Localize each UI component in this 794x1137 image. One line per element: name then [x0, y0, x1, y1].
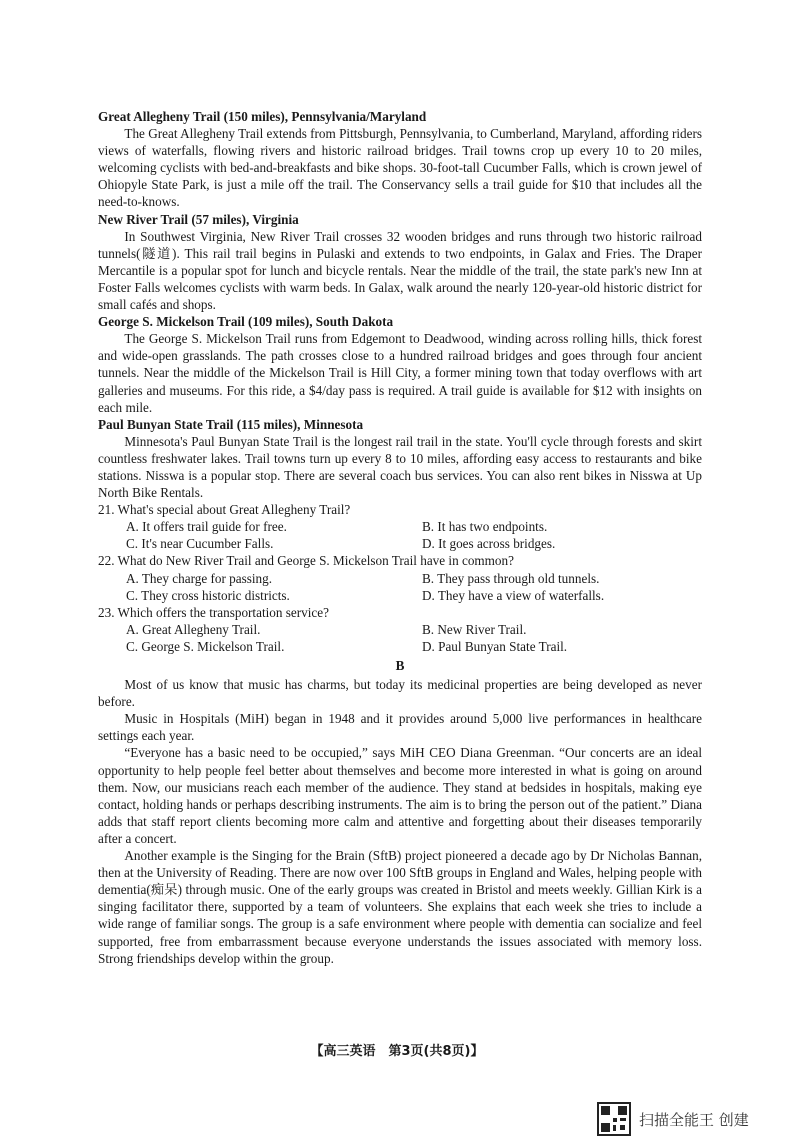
option-c: C. They cross historic districts. [126, 587, 290, 603]
passage-paragraph: Music in Hospitals (MiH) began in 1948 and it provides around 5,000 live performances in healthcare settings each year. [98, 711, 702, 744]
section-title: B [395, 658, 405, 673]
option-a: A. It offers trail guide for free. [126, 519, 287, 535]
qr-code-icon [597, 1102, 631, 1136]
trail-paul-bunyan [98, 416, 702, 501]
option-d: D. Paul Bunyan State Trail. [422, 638, 568, 654]
trail-heading: Great Allegheny Trail (150 miles), Pennsylvania/Maryland [98, 109, 427, 124]
exam-page [98, 108, 702, 967]
question-options [98, 570, 702, 604]
option-d: D. They have a view of waterfalls. [422, 587, 605, 603]
trail-great-allegheny [98, 108, 702, 211]
page-footer: 【高三英语 第3页(共8页)】 [310, 1044, 484, 1059]
passage-paragraph: Another example is the Singing for the Brain (SftB) project pioneered a decade ago by Dr Nicholas Bannan, then at the University of Reading. There are now over 100 SftB groups in England and Wales, helping people with dementia(痴呆) through music. One of the early groups was created in Bristol and meets weekly. Gillian Kirk is a singing facilitator there, supported by a team of volunteers. She explains that each week she tries to include a wide range of familiar songs. The group is a safe environment where people with dementia can socialize and feel supported, free from embarrassment because everyone understands the issues associated with memory loss. Strong friendships develop within the group. [98, 848, 702, 966]
option-c: C. George S. Mickelson Trail. [126, 638, 285, 654]
option-d: D. It goes across bridges. [422, 536, 556, 552]
question-21 [98, 501, 702, 552]
question-options [98, 621, 702, 655]
passage-paragraph: “Everyone has a basic need to be occupied,” says MiH CEO Diana Greenman. “Our concerts are an ideal opportunity to help people feel better about themselves and become more interested in what is going on around them. Now, our musicians reach each member of the audience. They stand at bedsides in hospitals, making eye contact, holding hands or perhaps describing instruments. The aim is to bring the person out of the patient.” Diana adds that staff report clients becoming more calm and attentive and forgetting about their diseases temporarily after a concert. [98, 745, 702, 846]
option-a: A. They charge for passing. [126, 570, 273, 586]
trail-mickelson [98, 313, 702, 416]
passage-paragraph: Most of us know that music has charms, but today its medicinal properties are being developed as never before. [98, 677, 702, 710]
question-23 [98, 604, 702, 655]
option-c: C. It's near Cucumber Falls. [126, 536, 274, 552]
trail-body: Minnesota's Paul Bunyan State Trail is the longest rail trail in the state. You'll cycle through forests and skirt countless freshwater lakes. Trail towns turn up every 8 to 10 miles, affording easy access to restaurants and bike stations. Nisswa is a popular stop. There are several coach bus services. You can also rent bikes in Nisswa at Up North Bike Rentals. [98, 433, 702, 501]
question-stem: 23. Which offers the transportation service? [98, 604, 329, 620]
trail-body: The Great Allegheny Trail extends from Pittsburgh, Pennsylvania, to Cumberland, Maryland, affording riders views of waterfalls, flowing rivers and historic railroad bridges. Trail towns crop up every 10 to 20 miles, welcoming cyclists with bed-and-breakfasts and bike shops. 30-foot-tall Cucumber Falls, which is crown jewel of Ohiopyle State Park, is just a mile off the trail. The Conservancy sells a trail guide for $10 that includes all the need-to-knows. [98, 126, 702, 210]
question-options [98, 518, 702, 552]
trail-heading: George S. Mickelson Trail (109 miles), South Dakota [98, 314, 394, 330]
trail-body: In Southwest Virginia, New River Trail crosses 32 wooden bridges and runs through two historic railroad tunnels(隧道). This rail trail begins in Pulaski and extends to two endpoints, in Galax and Fries. The Draper Mercantile is a popular spot for lunch and bicycle rentals. Near the middle of the trail, the state park's new Inn at Foster Falls welcomes cyclists with warm beds. In Galax, walk around the nearly 120-year-old historic district for small cafés and shops. [98, 228, 702, 313]
trail-heading: New River Trail (57 miles), Virginia [98, 211, 299, 227]
option-b: B. It has two endpoints. [422, 519, 548, 535]
watermark-text: 扫描全能王 创建 [639, 1110, 749, 1129]
option-a: A. Great Allegheny Trail. [126, 621, 261, 637]
option-b: B. They pass through old tunnels. [422, 570, 600, 586]
question-22 [98, 552, 702, 603]
trail-heading: Paul Bunyan State Trail (115 miles), Minnesota [98, 416, 364, 432]
question-stem: 21. What's special about Great Allegheny Trail? [98, 502, 351, 518]
scanner-watermark [597, 1101, 749, 1137]
trail-new-river [98, 211, 702, 314]
trail-body: The George S. Mickelson Trail runs from Edgemont to Deadwood, winding across rolling hills, thick forest and wide-open grasslands. The path crosses close to a hundred railroad bridges and goes through four ancient tunnels. Near the middle of the Mickelson Trail is Hill City, a former mining town that today overflows with art galleries and museums. For this ride, a $4/day pass is required. A trail guide is available for $12 with insights on each mile. [98, 331, 702, 415]
section-b [98, 657, 702, 967]
option-b: B. New River Trail. [422, 621, 527, 637]
question-stem: 22. What do New River Trail and George S. Mickelson Trail have in common? [98, 553, 514, 569]
